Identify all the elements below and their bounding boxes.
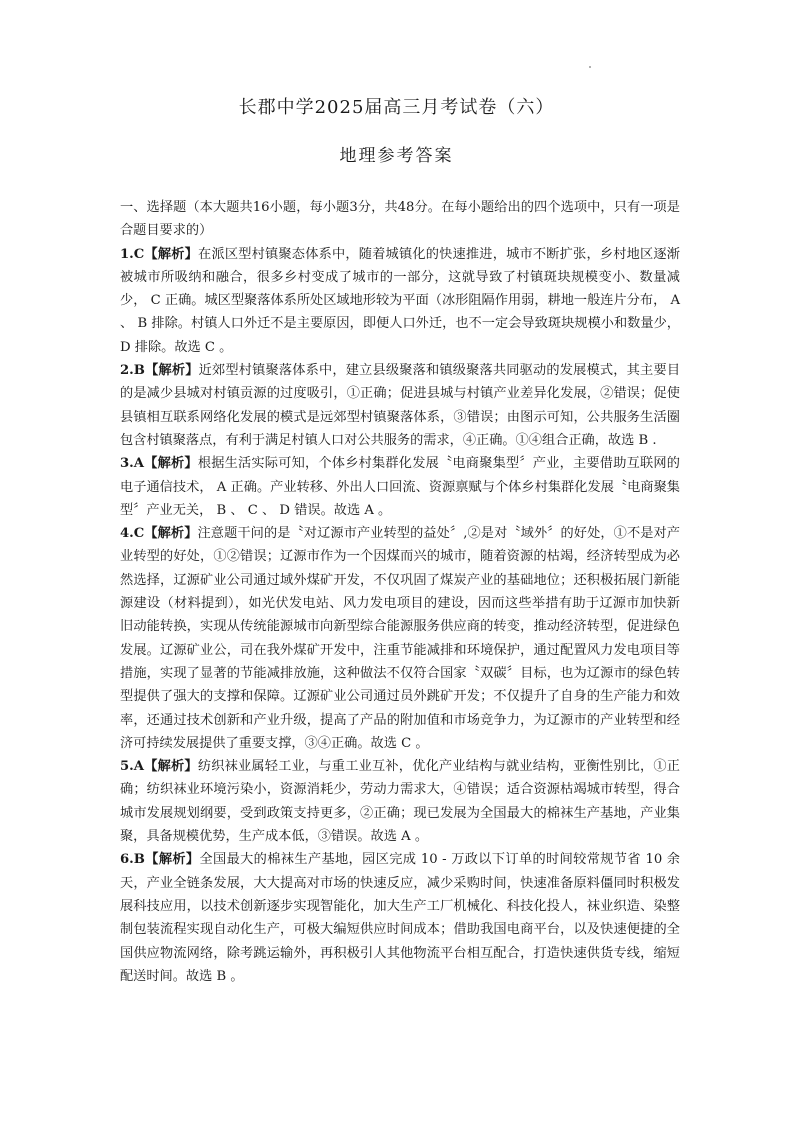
answer-item-4 bbox=[120, 522, 680, 755]
answer-label: 4.C【解析】 bbox=[120, 526, 198, 542]
answer-text: 在派区型村镇聚态体系中，随着城镇化的快速推进，城市不断扩张，乡村地区逐渐被城市所吸纳和融合，很多乡村变成了城市的一部分，这就导致了村镇斑块规模变小、数量减少， C 正确。城区型聚落体系所处区域地形较为平面（冰形阻隔作用弱，耕地一般连片分布， A 、 B 排除。村镇人口外迁不是主要原因，即便人口外迁，也不一定会导致斑块规模小和数量少， D 排除。故选 C 。 bbox=[120, 246, 680, 355]
scan-speck bbox=[589, 66, 591, 68]
answer-text: 纺织袜业属轻工业，与重工业互补，优化产业结构与就业结构，亚衡性别比，①正确；纺织袜业环境污染小，资源消耗少，劳动力需求大，④错误；适合资源枯竭城市转型，得合城市发展规划纲要，受到政策支持更多，②正确；现已发展为全国最大的棉袜生产基地，产业集聚，具备规模优势，生产成本低，③错误。故选 A 。 bbox=[120, 759, 680, 845]
section-heading: 一、选择题（本大题共16小题，每小题3分，共48分。在每小题给出的四个选项中，只有一项是合题目要求的） bbox=[120, 200, 680, 239]
answer-item-5 bbox=[120, 755, 680, 848]
answer-item-2 bbox=[120, 359, 680, 452]
answer-label: 3.A【解析】 bbox=[120, 456, 198, 472]
answer-body bbox=[120, 196, 680, 988]
answer-text: 根据生活实际可知，个体乡村集群化发展〝电商聚集型〞产业，主要借助互联网的电子通信技术， A 正确。产业转移、外出人口回流、资源禀赋与个体乡村集群化发展〝电商聚集型〞产业无关， B 、 C 、 D 错误。故选 A 。 bbox=[120, 456, 680, 518]
document-title: 长郡中学2025届高三月考试卷（六） bbox=[238, 97, 555, 118]
answer-text: 注意题干问的是〝对辽源市产业转型的益处〞,②是对〝域外〞的好处，①不是对产业转型的好处，①②错误；辽源市作为一个因煤而兴的城市，随着资源的枯竭，经济转型成为必然选择，辽源矿业公司通过域外煤矿开发，不仅巩固了煤炭产业的基础地位；还积极拓展门新能源建设（材料提到），如光伏发电站、风力发电项目的建设，因而这些举措有助于辽源市加快新旧动能转换，实现从传统能源城市向新型综合能源服务供应商的转变，推动经济转型，促进绿色发展。辽源矿业公，司在我外煤矿开发中，注重节能减排和环境保护，通过配置风力发电项目等措施，实现了显著的节能减排放施，这种做法不仅符合国家〝双碳〞目标，也为辽源市的绿色转型提供了强大的支撑和保障。辽源矿业公司通过员外跳矿开发；不仅提升了自身的生产能力和效率，还通过技术创新和产业升级，提高了产品的附加值和市场竞争力，为辽源市的产业转型和经济可持续发展提供了重要支撑，③④正确。故选 C 。 bbox=[120, 526, 680, 751]
answer-text: 全国最大的棉袜生产基地，园区完成 10 - 万政以下订单的时间较常规节省 10 余天，产业全链条发展，大大提高对市场的快速反应，减少采购时间，快速准备原料僵同时积极发展科技应用，以技术创新逐步实现智能化，加大生产工厂机械化、科技化投人，袜业织造、染整制包装流程实现自动化生产，可极大编短供应时间成本；借助我国电商平台，以及快速便捷的全国供应物流网络，除考跳运输外，再积极引人其他物流平台相互配合，打造快速供货专线，缩短配送时间。故选 B 。 bbox=[120, 852, 680, 984]
answer-label: 1.C【解析】 bbox=[120, 246, 199, 262]
document-subtitle: 地理参考答案 bbox=[339, 146, 454, 166]
answer-item-6 bbox=[120, 848, 680, 988]
answer-item-3 bbox=[120, 452, 680, 522]
answer-item-1 bbox=[120, 243, 680, 359]
answer-label: 6.B【解析】 bbox=[120, 852, 200, 868]
answer-label: 2.B【解析】 bbox=[120, 363, 199, 379]
answer-text: 近郊型村镇聚落体系中，建立县级聚落和镇级聚落共同驱动的发展模式，其主要目的是减少县城对村镇贡源的过度吸引，①正确；促进县城与村镇产业差异化发展，②错误；促使县镇相互联系网络化发展的模式是远郊型村镇聚落体系，③错误；由图示可知，公共服务生活圈包含村镇聚落点，有利于满足村镇人口对公共服务的需求，④正确。①④组合正确，故选 B . bbox=[120, 363, 681, 448]
answer-label: 5.A【解析】 bbox=[120, 759, 198, 775]
